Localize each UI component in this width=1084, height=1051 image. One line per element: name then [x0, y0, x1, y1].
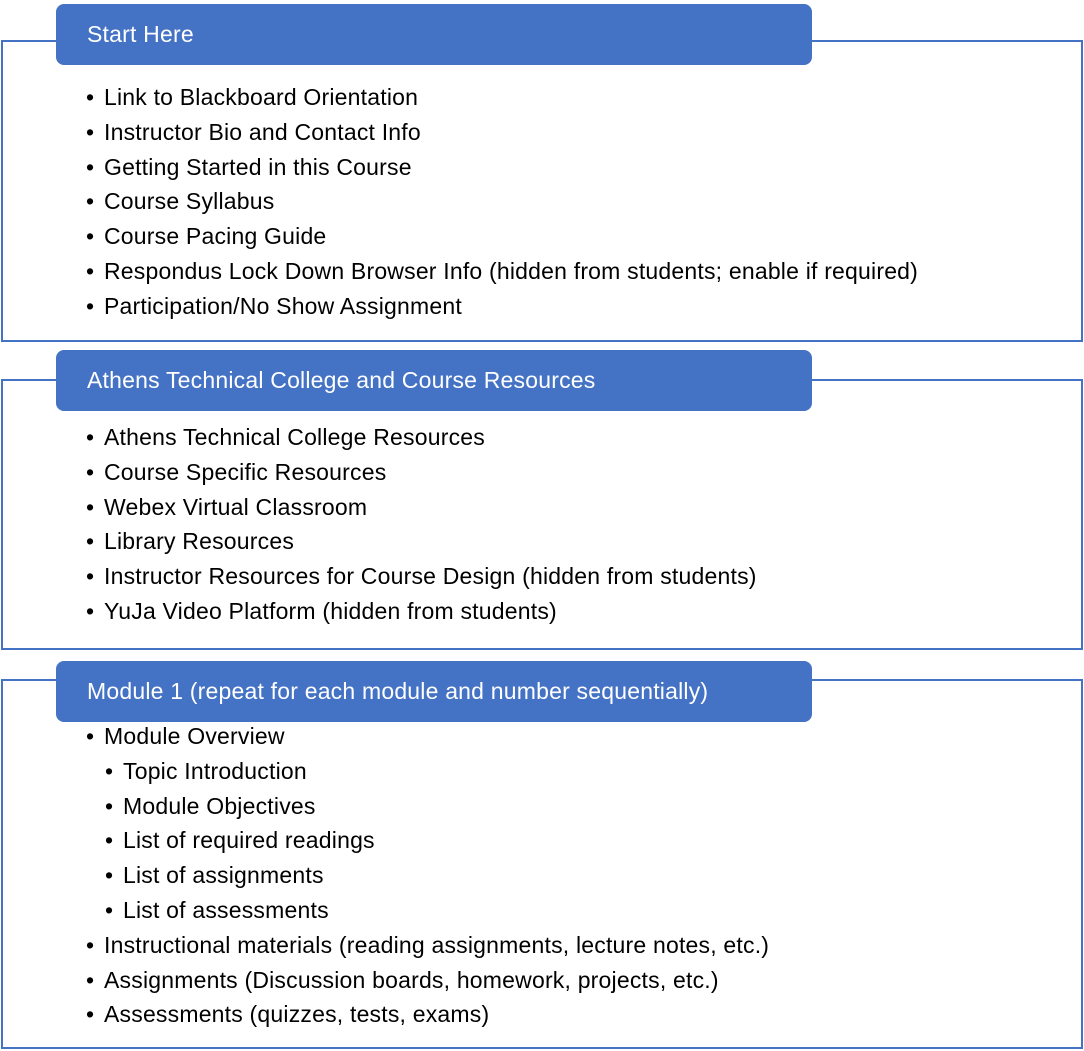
list-item-text: List of assignments	[123, 862, 324, 889]
list-item	[86, 490, 757, 525]
bullet-icon: •	[86, 223, 95, 250]
list-item-text: Topic Introduction	[123, 757, 307, 784]
list-item-text: Course Specific Resources	[104, 458, 387, 485]
bullet-icon: •	[86, 153, 95, 180]
bullet-icon: •	[86, 528, 95, 555]
section-title: Athens Technical College and Course Resources	[87, 367, 596, 393]
list-item	[86, 963, 769, 998]
bullet-icon: •	[105, 792, 114, 819]
bullet-icon: •	[86, 458, 95, 485]
list-item	[86, 184, 918, 219]
section-header	[56, 350, 812, 411]
bullet-icon: •	[86, 563, 95, 590]
section-item-list	[86, 80, 918, 324]
list-item	[86, 254, 918, 289]
sub-list-item	[105, 858, 769, 893]
list-item	[86, 289, 918, 324]
list-item	[86, 219, 918, 254]
list-item-text: Athens Technical College Resources	[104, 424, 485, 450]
list-item-text: YuJa Video Platform (hidden from students)	[104, 597, 557, 624]
section-item-list	[86, 420, 757, 629]
sub-list-item	[105, 789, 769, 824]
section-header	[56, 661, 812, 722]
bullet-icon: •	[86, 966, 95, 993]
bullet-icon: •	[86, 257, 95, 284]
list-item-text: Respondus Lock Down Browser Info (hidden from students; enable if required)	[104, 257, 919, 284]
bullet-icon: •	[86, 424, 95, 450]
bullet-icon: •	[105, 757, 114, 784]
bullet-icon: •	[105, 827, 114, 854]
list-item-text: Library Resources	[104, 528, 295, 555]
list-item-text: Assignments (Discussion boards, homework, projects, etc.)	[104, 966, 719, 993]
bullet-icon: •	[86, 84, 95, 110]
list-item-text: Module Overview	[104, 723, 285, 749]
list-item	[86, 115, 918, 150]
list-item-text: Instructional materials (reading assignments, lecture notes, etc.)	[104, 931, 770, 958]
bullet-icon: •	[86, 188, 95, 215]
sub-list-item	[105, 754, 769, 789]
list-item	[86, 928, 769, 963]
sub-list-item	[105, 893, 769, 928]
list-item	[86, 997, 769, 1032]
list-item	[86, 719, 769, 754]
section-title: Start Here	[87, 21, 194, 47]
list-item-text: Getting Started in this Course	[104, 153, 412, 180]
bullet-icon: •	[105, 896, 114, 923]
list-item-text: Module Objectives	[123, 792, 316, 819]
bullet-icon: •	[86, 597, 95, 624]
bullet-icon: •	[86, 292, 95, 319]
bullet-icon: •	[86, 723, 95, 749]
list-item	[86, 524, 757, 559]
list-item-text: Assessments (quizzes, tests, exams)	[104, 1001, 490, 1028]
list-item-text: Instructor Resources for Course Design (hidden from students)	[104, 563, 757, 590]
list-item	[86, 80, 918, 115]
list-item	[86, 150, 918, 185]
section-header	[56, 4, 812, 65]
section-title: Module 1 (repeat for each module and number sequentially)	[87, 678, 709, 704]
bullet-icon: •	[86, 931, 95, 958]
bullet-icon: •	[86, 493, 95, 520]
list-item-text: List of required readings	[123, 827, 375, 854]
list-item	[86, 594, 757, 629]
list-item-text: Link to Blackboard Orientation	[104, 84, 419, 110]
list-item-text: Instructor Bio and Contact Info	[104, 118, 421, 145]
list-item-text: Participation/No Show Assignment	[104, 292, 462, 319]
sub-list-item	[105, 823, 769, 858]
list-item	[86, 455, 757, 490]
list-item	[86, 559, 757, 594]
bullet-icon: •	[86, 118, 95, 145]
bullet-icon: •	[86, 1001, 95, 1028]
list-item-text: Webex Virtual Classroom	[104, 493, 368, 520]
list-item-text: List of assessments	[123, 896, 329, 923]
section-item-list	[86, 719, 769, 1032]
list-item	[86, 420, 757, 455]
list-item-text: Course Pacing Guide	[104, 223, 327, 250]
list-item-text: Course Syllabus	[104, 188, 275, 215]
bullet-icon: •	[105, 862, 114, 889]
